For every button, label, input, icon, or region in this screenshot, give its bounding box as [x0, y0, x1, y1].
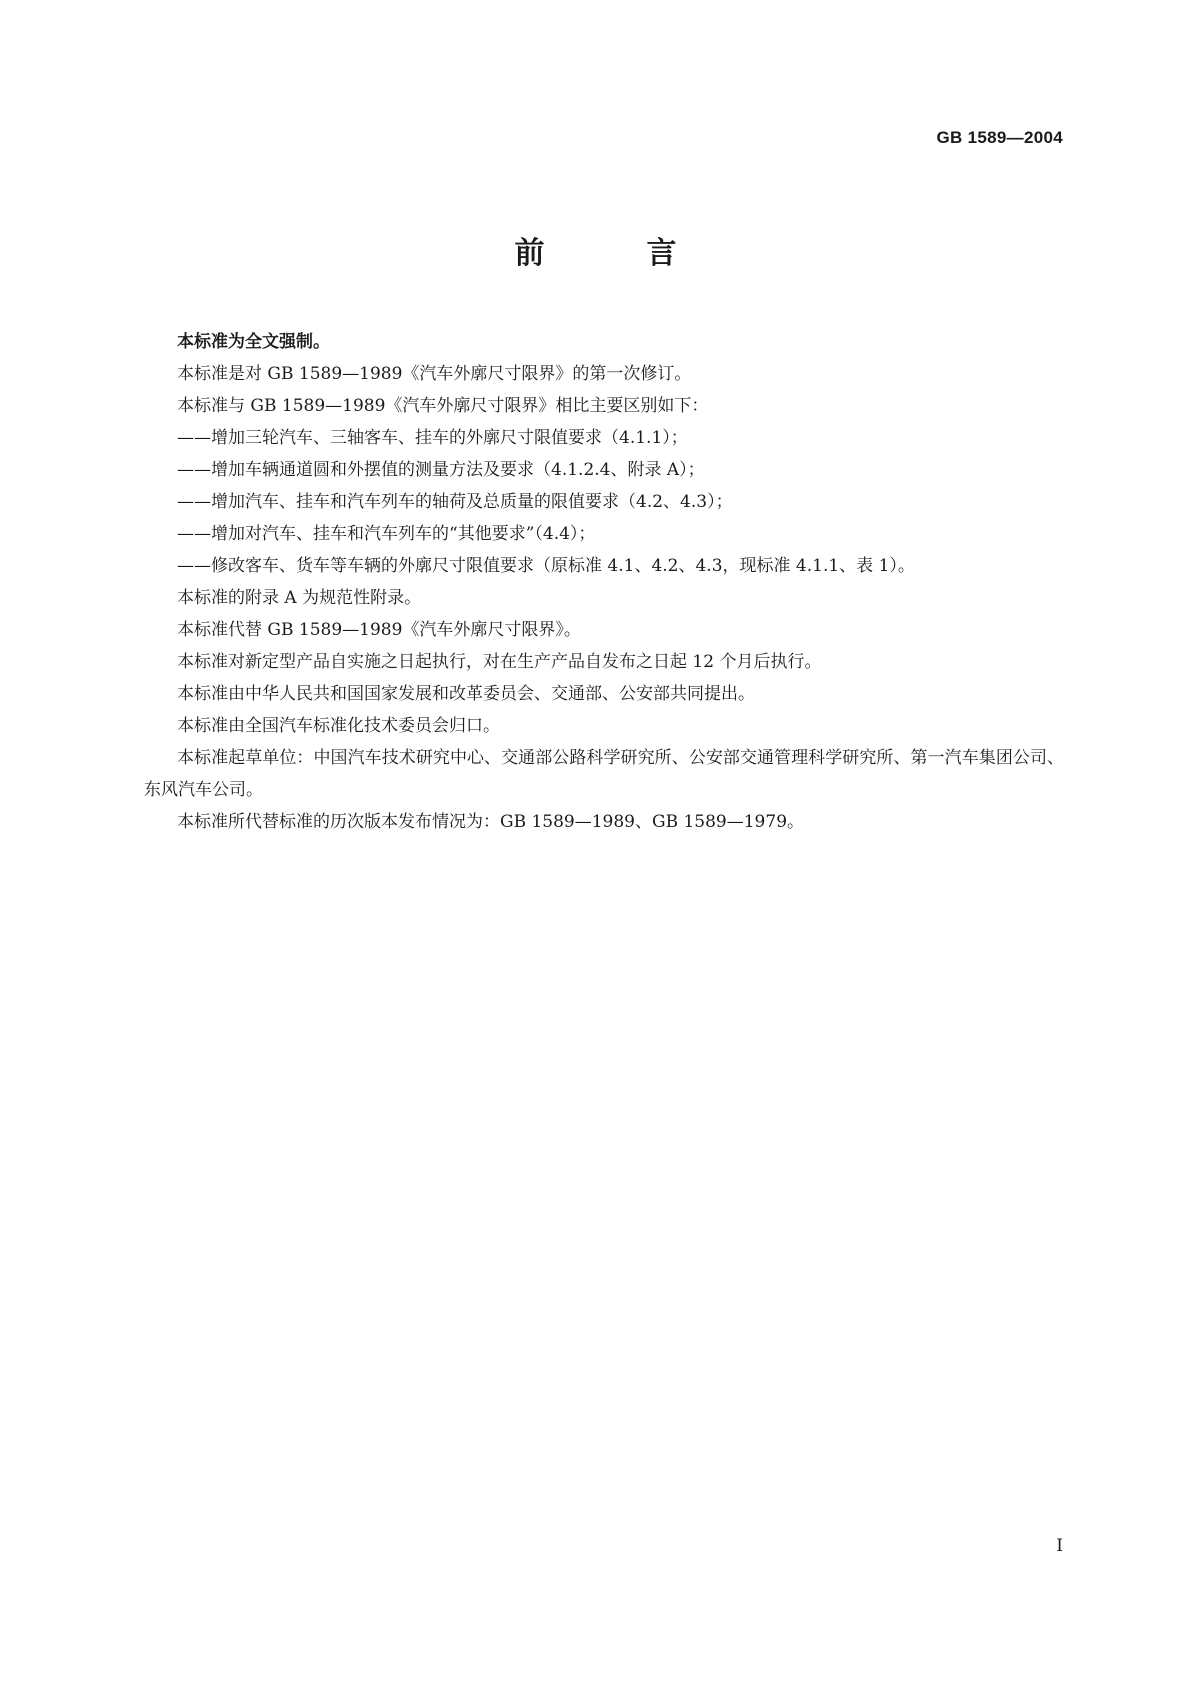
foreword-body [144, 326, 1064, 838]
list-item-difference: ——增加三轮汽车、三轴客车、挂车的外廓尺寸限值要求（4.1.1）； [177, 428, 688, 448]
list-item-difference: ——增加汽车、挂车和汽车列车的轴荷及总质量的限值要求（4.2、4.3）； [177, 492, 733, 512]
list-item-difference: ——增加车辆通道圆和外摆值的测量方法及要求（4.1.2.4、附录 A）； [177, 460, 705, 480]
paragraph-replacement-statement: 本标准代替 GB 1589—1989《汽车外廓尺寸限界》。 [177, 620, 581, 640]
paragraph-drafting-units: 本标准起草单位：中国汽车技术研究中心、交通部公路科学研究所、公安部交通管理科学研究所、第一汽车集团公司、东风汽车公司。 [144, 748, 1064, 800]
paragraph-annex-statement: 本标准的附录 A 为规范性附录。 [177, 588, 422, 608]
paragraph-committee-statement: 本标准由全国汽车标准化技术委员会归口。 [177, 716, 500, 736]
page-number: I [1056, 1536, 1063, 1556]
paragraph-version-history: 本标准所代替标准的历次版本发布情况为：GB 1589—1989、GB 1589—1979。 [177, 812, 805, 832]
paragraph-mandatory-statement: 本标准为全文强制。 [177, 332, 330, 352]
paragraph-implementation-statement: 本标准对新定型产品自实施之日起执行，对在生产产品自发布之日起 12 个月后执行。 [177, 652, 822, 672]
paragraph-proposer-statement: 本标准由中华人民共和国国家发展和改革委员会、交通部、公安部共同提出。 [177, 684, 755, 704]
standard-code: GB 1589—2004 [936, 128, 1063, 147]
list-item-difference: ——增加对汽车、挂车和汽车列车的“其他要求”（4.4）； [177, 524, 596, 544]
paragraph-differences-intro: 本标准与 GB 1589—1989《汽车外廓尺寸限界》相比主要区别如下： [177, 396, 709, 416]
paragraph-revision-statement: 本标准是对 GB 1589—1989《汽车外廓尺寸限界》的第一次修订。 [177, 364, 692, 384]
list-item-difference: ——修改客车、货车等车辆的外廓尺寸限值要求（原标准 4.1、4.2、4.3，现标准 4.1.1、表 1）。 [177, 556, 915, 576]
page-title: 前 言 [514, 236, 713, 271]
